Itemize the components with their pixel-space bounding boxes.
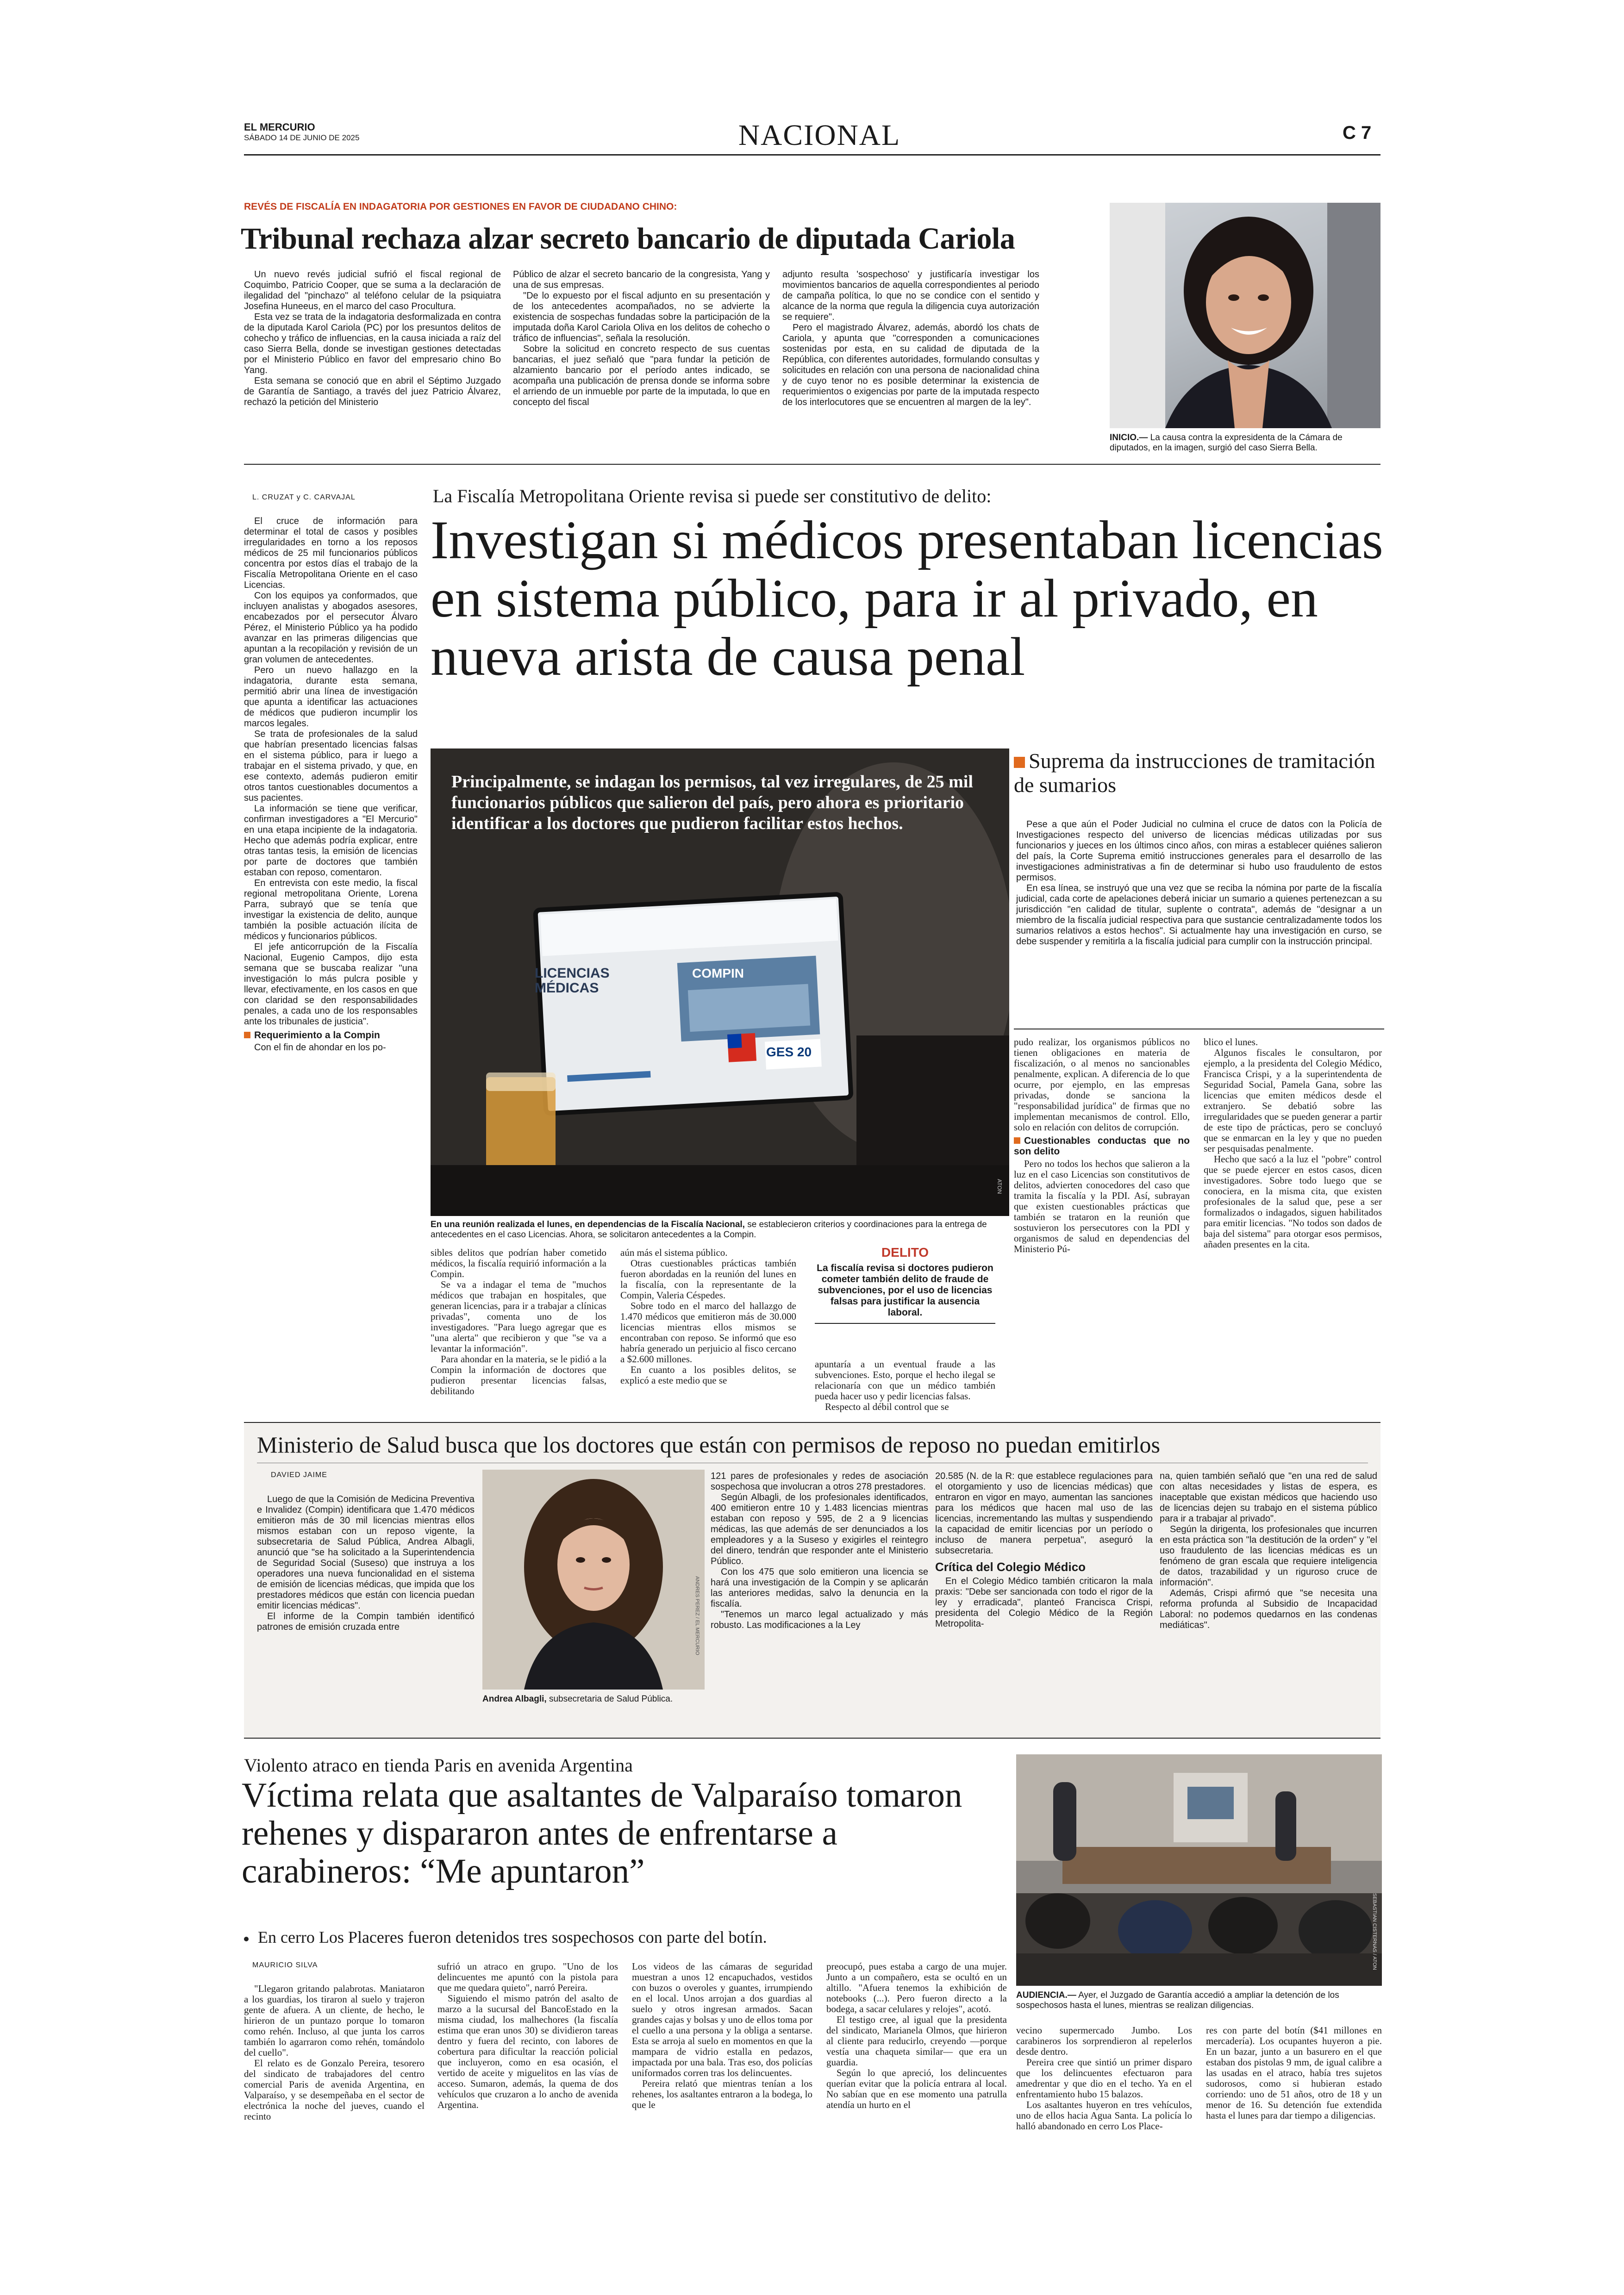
delito-text: La fiscalía revisa si doctores pudieron cometer también delito de fraude de subvenciones, por el uso de licencias falsas para justificar la ausencia laboral.	[817, 1263, 993, 1318]
delito-title: DELITO	[881, 1245, 929, 1260]
story4-kicker: Violento atraco en tienda Paris en avenida Argentina	[244, 1755, 633, 1776]
paper-name: EL MERCURIO	[244, 121, 315, 133]
paragraph: Los asaltantes huyeron en tres vehículos, uno de ellos hacia Agua Santa. La policía lo halló abandonado en cerro Los Place-	[1016, 2099, 1192, 2132]
paragraph: Según la dirigenta, los profesionales que incurren en esta práctica son "la destitución de la orden" y "el uso fraudulento de las licencias médicas es un fenómeno de gran escala que requiere inteligencia de datos, trazabilidad y un riguroso cruce de información".	[1160, 1524, 1377, 1588]
paragraph: na, quien también señaló que "en una red de salud con altas necesidades y listas de espera, es inaceptable que existan médicos que haciendo uso de licencias dejen su trabajo en el sistema público para ir a trabajar al privado".	[1160, 1471, 1377, 1524]
photo-overlay-text: Principalmente, se indagan los permisos, tal vez irregulares, de 25 mil funcionarios públicos que salieron del país, pero ahora es prioritario identificar a los doctores que pudieron facilitar estos hechos.	[451, 772, 973, 833]
caption-name: Andrea Albagli,	[482, 1694, 547, 1704]
paragraph: Hecho que sacó a la luz el "pobre" control que se puede ejercer en estos casos, dicen investigadores. Sobre todo luego que se conociera, en la misma cita, que existen profesionales de la salud que, pese a ser formalizados o indagados, siguen habilitados para emitir licencias. "No todos son dados de baja del sistema" para otorgar esos permisos, añaden presentes en la cita.	[1204, 1154, 1382, 1250]
story3-column-2	[711, 1471, 928, 1631]
screen-ges: GES 20	[766, 1045, 812, 1059]
paragraph: pudo realizar, los organismos públicos no tienen obligaciones en materia de fiscalización, o al menos no sancionables penalmente, explican. A diferencia de lo que ocurre, por ejemplo, en las empresas privadas, donde se sanciona la "responsabilidad jurídica" de firmas que no implementan mecanismos de control. Ello, solo en relación con delitos de corrupción.	[1014, 1036, 1190, 1133]
paragraph: 121 pares de profesionales y redes de asociación sospechosa que involucran a otros 278 prestadores.	[711, 1471, 928, 1492]
paragraph: En cuanto a los posibles delitos, se explicó a este medio que se	[620, 1364, 796, 1386]
paragraph: El jefe anticorrupción de la Fiscalía Nacional, Eugenio Campos, dijo esta semana que se buscaba realizar "una investigación lo más pulcra posible y llevar, efectivamente, en los casos en que con claridad se den responsabilidades penales, a cada uno de los responsables ante los tribunales de justicia".	[244, 942, 418, 1027]
paragraph: Sobre todo en el marco del hallazgo de 1.470 médicos que emitieron más de 30.000 licencias mientras ellos mismos se encontraban con reposo. Se informó que eso habría generado un perjuicio al fisco cercano a $2.600 millones.	[620, 1300, 796, 1365]
caption-text: subsecretaria de Salud Pública.	[549, 1694, 673, 1704]
story2-column-e	[1204, 1037, 1382, 1250]
story1-bottom-rule	[244, 464, 1380, 465]
story4-byline: MAURICIO SILVA	[252, 1961, 318, 1969]
paragraph: Los videos de las cámaras de seguridad muestran a unos 12 encapuchados, vestidos con buzos o overoles y guantes, irrumpiendo en el local. Unos arrojan a dos guardias al suelo y otros ingresan armados. Sacan grandes cajas y bolsas y uno de ellos toma por el cuello a una persona y la obliga a sentarse. Esta se arroja al suelo en momentos en que la mampara de vidrio estalla en pedazos, impactada por una bala. Tras eso, dos policías uniformados corren tras los delincuentes.	[632, 1961, 812, 2078]
story4-column-5	[1016, 2025, 1192, 2132]
paragraph: Con el fin de ahondar en los po-	[254, 1042, 386, 1053]
accent-square	[244, 1032, 250, 1038]
paragraph: El informe de la Compin también identificó patrones de emisión cruzada entre	[257, 1611, 475, 1632]
side-headline: Suprema da instrucciones de tramitación de sumarios	[1014, 749, 1375, 797]
paragraph: res con parte del botín ($41 millones en mercadería). Los ocupantes huyeron a pie. En un bazar, junto a un basurero en el que estaban dos pistolas 9 mm, de igual calibre a las usadas en el atraco, había tres sujetos sudorosos, como si hubieran estado corriendo: uno de 51 años, otro de 18 y un menor de 16. Su detención fue extendida hasta el lunes para dar tiempo a diligencias.	[1206, 2025, 1382, 2121]
paragraph: Pero no todos los hechos que salieron a la luz en el caso Licencias son constitutivos de delitos, advierten conocedores del caso que tramita la fiscalía y la PDI. Así, subrayan que existen cuestionables prácticas que también se trataron en la reunión que sostuvieron los persecutores con la PDI y organismos de salud en dependencias del Ministerio Pú-	[1014, 1158, 1190, 1254]
story1-column-2	[513, 269, 770, 408]
section-name: NACIONAL	[738, 118, 901, 151]
story2-caption	[431, 1220, 1012, 1240]
paragraph: "Tenemos un marco legal actualizado y más robusto. Las modificaciones a la Ley	[711, 1609, 928, 1630]
paragraph: "De lo expuesto por el fiscal adjunto en su presentación y de los antecedentes acompañados, no se advierte la existencia de sospechas fundadas sobre la participación de la imputada doña Karol Cariola Oliva en los delitos de cohecho o tráfico de influencias", señala la resolución.	[513, 291, 770, 343]
caption-lead: INICIO.—	[1110, 433, 1148, 443]
paragraph: adjunto resulta 'sospechoso' y justificaría investigar los movimientos bancarios de aquella correspondientes al periodo de campaña política, lo que no se condice con el sentido y alcance de la norma que regula la diligencia cuya autorización se requiere".	[782, 269, 1039, 322]
paragraph: Se trata de profesionales de la salud que habrían presentado licencias falsas en el sistema público, para ir luego a trabajar en el sistema privado, y que, en ese contexto, además pudieron emitir otros tantos cuestionables documentos a sus pacientes.	[244, 729, 418, 803]
left-subhead: Requerimiento a la Compin	[244, 1030, 418, 1041]
photo-credit: SEBASTIAN CISTERNAS / ATON	[1372, 1893, 1377, 1970]
story3-column-1	[257, 1494, 475, 1633]
story2-column-b	[620, 1247, 796, 1386]
paragraph: Pero el magistrado Álvarez, además, abordó los chats de Cariola, y apunta que "corresponden a comunicaciones sostenidas por esta, en su calidad de diputada de la República, con diferentes autoridades, formulando consultas y solicitudes en relación con una persona de nacionalidad china y de cuyo tenor no es posible determinar la existencia de requerimientos o exigencias por parte de la imputada respecto de los interlocutores que se encuentren al margen de la ley".	[782, 323, 1039, 407]
courtroom-illustration	[1016, 1754, 1382, 1986]
caption-text: se establecieron criterios y coordinaciones para la entrega de antecedentes en el caso Licencias. Ahora, se solicitaron antecedentes a la Compin.	[431, 1220, 987, 1240]
story2-headline: Investigan si médicos presentaban licencias en sistema público, para ir al privado, en nueva arista de causa penal	[431, 510, 1383, 687]
photo-credit: ANDRES PEREZ / EL MERCURIO	[694, 1576, 700, 1655]
paragraph: Pereira relató que mientras tenían a los rehenes, los asaltantes entraron a la bodega, lo que le	[632, 2078, 812, 2110]
paragraph: Para ahondar en la materia, se le pidió a la Compin la información de doctores que pudieron presentar licencias falsas, debilitando	[431, 1353, 606, 1397]
paragraph: Esta vez se trata de la indagatoria desformalizada en contra de la diputada Karol Cariola (PC) por los presuntos delitos de cohecho y tráfico de influencias, en la causa iniciada a raíz del caso Sierra Bella, donde se investigan gestiones detectadas por el Ministerio Público en favor del empresario chino Bo Yang.	[244, 312, 501, 375]
paragraph: Siguiendo el mismo patrón del asalto de marzo a la sucursal del BancoEstado en la misma ciudad, los malhechores (la fiscalía estima que eran unos 30) se dividieron tareas dentro y fuera del recinto, con labores de cobertura para dificultar la reacción policial que incluyeron, como en esa ocasión, el vertido de aceite y miguelitos en las vías de acceso. Sumaron, además, la quema de dos vehículos que cruzaron a lo ancho de avenida Argentina.	[437, 1993, 618, 2110]
paragraph: preocupó, pues estaba a cargo de una mujer. Junto a un compañero, esta se ocultó en un altillo. "Afuera tenemos la exhibición de notebooks (...). Pero fueron directo a la bodega, a sacar celulares y relojes", acotó.	[826, 1961, 1007, 2014]
story4-column-4	[826, 1961, 1007, 2110]
story4-column-6	[1206, 2025, 1382, 2121]
story3-column-3	[935, 1471, 1153, 1629]
paragraph: Pese a que aún el Poder Judicial no culmina el cruce de datos con la Policía de Investigaciones respecto del universo de licencias médicas utilizadas por sus funcionarios y jueces en los últimos cinco años, con miras a establecer quiénes salieron del país, la Corte Suprema emitió instrucciones generales para el desarrollo de las investigaciones administrativas a fin de determinar si hubo uso fraudulento de estos permisos.	[1016, 819, 1382, 883]
story4-column-1	[244, 1983, 425, 2122]
story4-column-2	[437, 1961, 618, 2110]
story2-byline: L. CRUZAT y C. CARVAJAL	[252, 493, 356, 501]
paragraph: Además, Crispi afirmó que "se necesita una reforma profunda al Subsidio de Incapacidad Laboral: no podemos quedarnos en las condenas mediáticas".	[1160, 1588, 1377, 1630]
paragraph: aún más el sistema público.	[620, 1247, 728, 1258]
caption-lead: AUDIENCIA.—	[1016, 1990, 1076, 2000]
paragraph: Un nuevo revés judicial sufrió el fiscal regional de Coquimbo, Patricio Cooper, que se suma a la declaración de ilegalidad del "pinchazo" al teléfono celular de la psiquiatra Josefina Huneeus, en el marco del caso Procultura.	[244, 269, 501, 312]
photo-credit: ATON	[996, 1179, 1003, 1194]
cariola-photo	[1110, 203, 1380, 428]
colD-subhead: Cuestionables conductas que no son delito	[1014, 1135, 1190, 1157]
story2-left-column	[244, 516, 418, 1053]
page-number: C 7	[1343, 123, 1372, 143]
paragraph: Pero un nuevo hallazgo en la indagatoria, durante esta semana, permitió abrir una línea de investigación que apunta a identificar las actuaciones de médicos que pudieron incumplir los marcos legales.	[244, 665, 418, 729]
paragraph: 20.585 (N. de la R: que establece regulaciones para el otorgamiento y uso de licencias médicas) que entraron en vigor en mayo, aumentan las sanciones para los médicos que hacen mal uso de las licencias, incrementando las multas y suspendiendo la capacidad de emitir licencias por un período o incluso de manera perpetua", aseguró la subsecretaria.	[935, 1471, 1153, 1556]
albagli-photo	[482, 1470, 705, 1690]
paragraph: blico el lunes.	[1204, 1036, 1258, 1048]
paragraph: vecino supermercado Jumbo. Los carabineros los sorprendieron al repelerlos desde dentro.	[1016, 2025, 1192, 2057]
story4-deck: En cerro Los Placeres fueron detenidos tres sospechosos con parte del botín.	[244, 1927, 1008, 1947]
accent-square	[1014, 757, 1025, 768]
paper-date: SÁBADO 14 DE JUNIO DE 2025	[244, 133, 360, 142]
portrait-illustration	[1110, 203, 1380, 428]
courtroom-photo	[1016, 1754, 1382, 1986]
story4-column-3	[632, 1961, 812, 2110]
paragraph: Otras cuestionables prácticas también fueron abordadas en la reunión del lunes en la fiscalía, con la representante de la Compin, Valeria Céspedes.	[620, 1258, 796, 1301]
story2-column-d	[1014, 1037, 1190, 1254]
delito-rule	[815, 1323, 995, 1324]
paragraph: El relato es de Gonzalo Pereira, tesorero del sindicato de trabajadores del centro comercial Paris de avenida Argentina, en Valparaíso, y se desempeñaba en el sector de electrónica la noche del jueves, cuando el recinto	[244, 2058, 425, 2122]
story1-caption	[1110, 433, 1383, 453]
caption-bold: En una reunión realizada el lunes, en dependencias de la Fiscalía Nacional,	[431, 1220, 745, 1229]
paragraph: Público de alzar el secreto bancario de la congresista, Yang y una de sus empresas.	[513, 269, 770, 290]
screen-brand: COMPIN	[692, 966, 744, 980]
story4-caption	[1016, 1990, 1382, 2011]
story1-column-3	[782, 269, 1039, 408]
delito-box	[815, 1245, 995, 1324]
licencias-photo	[431, 748, 1009, 1216]
story1-column-1	[244, 269, 501, 408]
story2-column-a	[431, 1247, 606, 1397]
story2-column-c	[815, 1359, 995, 1412]
paragraph: En esa línea, se instruyó que una vez que se reciba la nómina por parte de la fiscalía judicial, cada corte de apelaciones deberá iniciar un sumario a quienes pertenezcan a su jurisdicción "en calidad de titular, suplente o contrata", además de "designar a un miembro de la fiscalía judicial respectiva para que sustancie centralizadamente todos los sumarios relativos a estos hechos". Si actualmente hay una investigación en curso, se debe suspender y remitirla a la fiscalía judicial para cumplir con la instrucción principal.	[1016, 883, 1382, 947]
paragraph: Según lo que apreció, los delincuentes querían evitar que la policía entrara al local. No sabían que en ese momento una patrulla atendía un hurto en el	[826, 2067, 1007, 2110]
story2-kicker: La Fiscalía Metropolitana Oriente revisa si puede ser constitutivo de delito:	[433, 486, 992, 506]
side-text	[1016, 819, 1382, 947]
deck-bullet	[244, 1937, 249, 1941]
paragraph: Algunos fiscales le consultaron, por ejemplo, a la presidenta del Colegio Médico, Francisca Crispi, y a la superintendenta de Seguridad Social, Pamela Gana, sobre las licencias que emiten médicos desde el extranjero. Se debatió sobre las irregularidades que se pueden generar a partir de este tipo de prácticas, pero se concluyó que se enmarcan en la ley y que no pueden ser pesquisadas penalmente.	[1204, 1047, 1382, 1154]
paragraph: Esta semana se conoció que en abril el Séptimo Juzgado de Garantía de Santiago, a través del juez Patricio Álvarez, rechazó la petición del Ministerio	[244, 376, 501, 407]
story3-caption	[482, 1694, 705, 1704]
accent-square	[1014, 1137, 1020, 1144]
paragraph: En entrevista con este medio, la fiscal regional metropolitana Oriente, Lorena Parra, subrayó que se tenía que investigar la existencia de delito, aunque también la posible actuación ilícita de médicos y funcionarios públicos.	[244, 878, 418, 942]
paragraph: Respecto al débil control que se	[825, 1401, 949, 1412]
paragraph: Pereira cree que sintió un primer disparo que los delincuentes efectuaron para amedrentar y que dio en el techo. Ya en el enfrentamiento hubo 15 balazos.	[1016, 2057, 1192, 2100]
paragraph: El cruce de información para determinar el total de casos y posibles irregularidades en torno a los reposos médicos de 25 mil funcionarios públicos concentra por estos días el trabajo de la Fiscalía Metropolitana Oriente en el caso Licencias.	[244, 516, 418, 590]
paragraph: Luego de que la Comisión de Medicina Preventiva e Invalidez (Compin) identificara que 1.470 médicos emitieron más de 30 mil licencias mientras ellos mismos estaban con un reposo vigente, la subsecretaria de Salud Pública, Andrea Albagli, anunció que "se ha solicitado a la Superintendencia de Seguridad Social (Suseso) que instruya a los operadores una nueva funcionalidad en el sistema de emisión de licencias médicas, que impida que los prestadores médicos que están con licencia puedan emitir licencias médicas".	[257, 1494, 475, 1611]
caption-text: La causa contra la expresidenta de la Cámara de diputados, en la imagen, surgió del caso Sierra Bella.	[1110, 433, 1343, 453]
story3-headline: Ministerio de Salud busca que los doctores que están con permisos de reposo no puedan emitirlos	[257, 1432, 1160, 1458]
paragraph: apuntaría a un eventual fraude a las subvenciones. Esto, porque el hecho ilegal se relacionaría con que un médico también pueda hacer uso y pedir licencias falsas.	[815, 1359, 995, 1402]
paragraph: Con los equipos ya conformados, que incluyen analistas y abogados asesores, encabezados por el persecutor Álvaro Pérez, el Ministerio Público ya ha podido avanzar en las primeras diligencias que apuntan a la recopilación y revisión de un gran volumen de antecedentes.	[244, 591, 418, 665]
paragraph: El testigo cree, al igual que la presidenta del sindicato, Marianela Olmos, que hirieron al cliente para reducirlo, creyendo —porque vestía una chaqueta similar— que era un guardia.	[826, 2014, 1007, 2068]
story4-headline: Víctima relata que asaltantes de Valparaíso tomaron rehenes y dispararon antes de enfrentarse a carabineros: “Me apuntaron”	[242, 1776, 962, 1890]
paragraph: sufrió un atraco en grupo. "Uno de los delincuentes me apuntó con la pistola para que me quedara quieto", narró Pereira.	[437, 1961, 618, 1993]
story1-kicker: REVÉS DE FISCALÍA EN INDAGATORIA POR GESTIONES EN FAVOR DE CIUDADANO CHINO:	[244, 201, 677, 212]
paragraph: Con los 475 que solo emitieron una licencia se hará una investigación de la Compin y se aplicarán las anteriores medidas, salvo la denuncia en la fiscalía.	[711, 1567, 928, 1609]
screen-text: LICENCIAS MÉDICAS	[535, 966, 610, 996]
paragraph: sibles delitos que podrían haber cometido médicos, la fiscalía requirió información a la Compin.	[431, 1247, 606, 1279]
paragraph: Según Albagli, de los profesionales identificados, 400 emitieron entre 10 y 1.483 licencias mientras estaban con reposo y 595, de 2 a 9 licencias médicas, las que además de ser denunciados a los empleadores y a la Suseso y exigirles el reintegro del dinero, tendrán que responder ante el Ministerio Público.	[711, 1492, 928, 1566]
story3-byline: DAVIED JAIME	[271, 1471, 327, 1479]
paragraph: Sobre la solicitud en concreto respecto de sus cuentas bancarias, el juez señaló que "para fundar la petición de alzamiento bancario por el período antes indicado, se acompaña una publicación de prensa donde se informa sobre el arriendo de un inmueble por parte de la imputada, lo que en concepto del fiscal	[513, 344, 770, 407]
masthead-rule	[244, 154, 1380, 156]
paragraph: En el Colegio Médico también criticaron la mala praxis: "Debe ser sancionada con todo el rigor de la ley y erradicada", planteó Francisca Crispi, presidenta del Colegio Médico de la Región Metropolita-	[935, 1576, 1153, 1629]
paragraph: "Llegaron gritando palabrotas. Maniataron a los guardias, los tiraron al suelo y trajeron gente de afuera. A un cliente, de hecho, le hirieron de un puntazo porque lo tomaron como rehén. Incluso, al que junta los carros también lo agarraron como rehén, tomándolo del cuello".	[244, 1983, 425, 2058]
story1-headline: Tribunal rechaza alzar secreto bancario de diputada Cariola	[241, 222, 1015, 256]
paragraph: Se va a indagar el tema de "muchos médicos que trabajan en hospitales, que generan licencias, para ir a trabajar a clínicas privadas", comenta uno de los investigadores. "Para luego agregar que es "una alerta" que recibieron y que "se va a levantar la información".	[431, 1279, 606, 1354]
portrait-illustration	[482, 1470, 705, 1690]
story3-column-4	[1160, 1471, 1377, 1631]
paragraph: La información se tiene que verificar, confirman investigadores a "El Mercurio" en una etapa incipiente de la indagatoria. Hecho que además podría explicar, entre otras tantas tesis, la emisión de licencias por parte de doctores que también estaban con reposo, comentaron.	[244, 804, 418, 878]
caption-text: Ayer, el Juzgado de Garantía accedió a ampliar la detención de los sospechosos hasta el lunes, mientras se realizan diligencias.	[1016, 1990, 1339, 2010]
story3-subhead: Crítica del Colegio Médico	[935, 1560, 1086, 1574]
